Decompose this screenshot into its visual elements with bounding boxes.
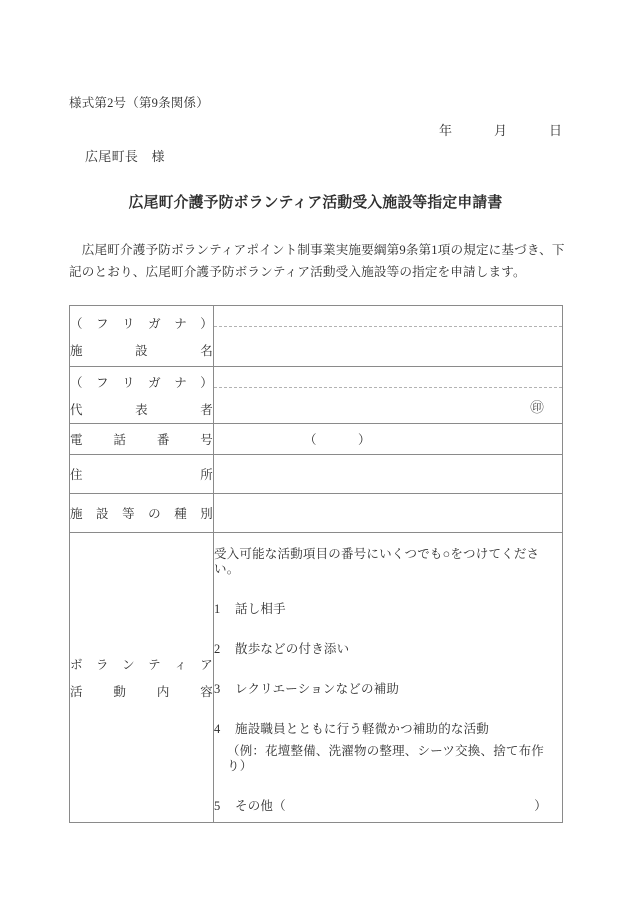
activity-number: 2 bbox=[214, 641, 221, 656]
facility-name-field bbox=[214, 327, 562, 366]
representative-furigana-label: （ フ リ ガ ナ ） bbox=[70, 375, 213, 390]
date-year-label: 年 bbox=[438, 123, 452, 138]
address-row bbox=[70, 455, 563, 494]
activity-item-4-note: （例：花壇整備、洗濯物の整理、シーツ交換、捨て布作り） bbox=[227, 743, 545, 773]
activity-item-4 bbox=[214, 722, 562, 737]
other-write-in-field bbox=[286, 799, 534, 814]
seal-mark: ㊞ bbox=[530, 399, 544, 415]
activity-number: 5 bbox=[214, 798, 221, 813]
facility-name-label: 施 設 名 bbox=[70, 343, 213, 358]
facility-furigana-field bbox=[214, 306, 562, 327]
phone-field: （ ） bbox=[304, 433, 372, 447]
representative-row bbox=[70, 367, 563, 424]
address-label: 住 所 bbox=[70, 468, 213, 482]
activity-text: 散歩などの付き添い bbox=[235, 641, 350, 656]
body-paragraph-line2: 記のとおり、広尾町介護予防ボランティア活動受入施設等の指定を申請します。 bbox=[69, 265, 526, 279]
activity-number: 3 bbox=[214, 681, 221, 696]
activity-item-1 bbox=[214, 602, 562, 617]
activity-close-paren: ） bbox=[534, 798, 547, 813]
facility-name-row bbox=[70, 306, 563, 367]
volunteer-activities-row bbox=[70, 533, 563, 823]
activity-item-5 bbox=[214, 799, 562, 814]
application-form-page bbox=[69, 0, 565, 823]
address-field bbox=[214, 455, 563, 494]
body-paragraph bbox=[69, 239, 565, 283]
representative-label: 代 表 者 bbox=[70, 402, 213, 417]
representative-furigana-field bbox=[214, 367, 562, 388]
activity-text: 話し相手 bbox=[235, 601, 286, 616]
activity-text: 施設職員とともに行う軽微かつ補助的な活動 bbox=[235, 721, 490, 736]
volunteer-label-line1: ボ ラ ン テ ィ ア bbox=[70, 658, 213, 672]
phone-row bbox=[70, 424, 563, 455]
facility-type-label: 施 設 等 の 種 別 bbox=[70, 507, 213, 521]
activity-item-2 bbox=[214, 642, 562, 657]
activity-text: レクリエーションなどの補助 bbox=[235, 681, 400, 696]
facility-furigana-label: （ フ リ ガ ナ ） bbox=[70, 316, 213, 331]
activity-number: 4 bbox=[214, 721, 221, 736]
date-month-label: 月 bbox=[493, 123, 507, 138]
date-day-label: 日 bbox=[548, 123, 562, 138]
activities-instruction: 受入可能な活動項目の番号にいくつでも○をつけてください。 bbox=[214, 546, 540, 576]
facility-type-row bbox=[70, 494, 563, 533]
form-number: 様式第2号（第9条関係） bbox=[69, 96, 209, 110]
activity-text: その他（ bbox=[235, 798, 286, 813]
representative-name-field bbox=[214, 388, 562, 423]
document-title: 広尾町介護予防ボランティア活動受入施設等指定申請書 bbox=[128, 195, 503, 211]
activity-item-3 bbox=[214, 682, 562, 697]
phone-label: 電 話 番 号 bbox=[70, 433, 213, 447]
body-paragraph-line1: 広尾町介護予防ボランティアポイント制事業実施要綱第9条第1項の規定に基づき、下 bbox=[69, 243, 565, 257]
application-table bbox=[69, 305, 563, 823]
date-line bbox=[69, 123, 562, 138]
facility-type-field bbox=[214, 494, 563, 533]
activity-number: 1 bbox=[214, 601, 221, 616]
addressee: 広尾町長 様 bbox=[85, 149, 165, 164]
volunteer-label-line2: 活 動 内 容 bbox=[70, 685, 213, 699]
